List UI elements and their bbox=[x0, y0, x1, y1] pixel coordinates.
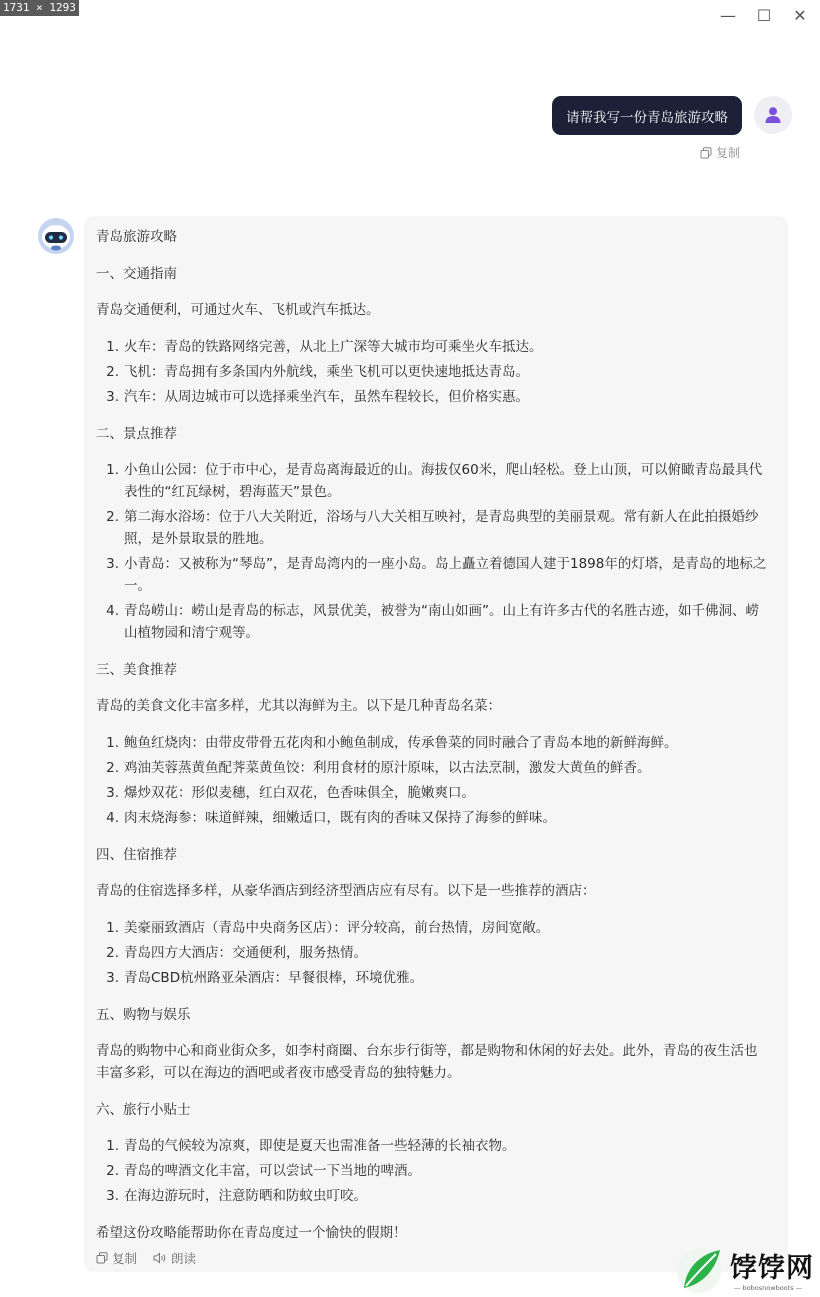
user-copy-label: 复制 bbox=[715, 146, 740, 160]
section-heading: 六、旅行小贴士 bbox=[96, 1102, 191, 1118]
list-item: 2. 青岛的啤酒文化丰富，可以尝试一下当地的啤酒。 bbox=[106, 1163, 421, 1179]
section-heading: 二、景点推荐 bbox=[96, 426, 177, 442]
section-heading: 一、交通指南 bbox=[96, 266, 177, 282]
user-message-text: 请帮我写一份青岛旅游攻略 bbox=[566, 109, 728, 126]
list-item: 3. 爆炒双花：形似麦穗，红白双花，色香味俱全，脆嫩爽口。 bbox=[106, 785, 475, 801]
robot-icon bbox=[37, 217, 75, 255]
list-item: 2. 第二海水浴场：位于八大关附近，浴场与八大关相互映衬，是青岛典型的美丽景观。常有新人在此拍摄婚纱照，是外景取景的胜地。 bbox=[106, 509, 759, 547]
section-heading: 四、住宿推荐 bbox=[96, 847, 177, 863]
list-item: 2. 青岛四方大酒店：交通便利，服务热情。 bbox=[106, 945, 367, 961]
copy-answer-label: 复制 bbox=[112, 1251, 138, 1266]
food-list bbox=[96, 732, 770, 829]
copy-answer-button[interactable] bbox=[96, 1249, 137, 1267]
copy-icon bbox=[700, 147, 712, 159]
list-item: 3. 小青岛：又被称为“琴岛”，是青岛湾内的一座小岛。岛上矗立着德国人建于1898年的灯塔，是青岛的地标之一。 bbox=[106, 556, 767, 594]
maximize-button[interactable]: ☐ bbox=[756, 5, 772, 25]
section-intro: 青岛的美食文化丰富多样，尤其以海鲜为主。以下是几种青岛名菜： bbox=[96, 698, 501, 714]
list-item: 4. 青岛崂山：崂山是青岛的标志，风景优美，被誉为“南山如画”。山上有许多古代的名胜古迹，如千佛洞、崂山植物园和清宁观等。 bbox=[106, 603, 759, 641]
list-item: 1. 小鱼山公园：位于市中心，是青岛离海最近的山。海拔仅60米，爬山轻松。登上山顶，可以俯瞰青岛最具代表性的“红瓦绿树，碧海蓝天”景色。 bbox=[106, 462, 763, 500]
list-item: 3. 汽车：从周边城市可以选择乘坐汽车，虽然车程较长，但价格实惠。 bbox=[106, 389, 529, 405]
user-icon bbox=[763, 105, 783, 125]
list-item: 1. 青岛的气候较为凉爽，即使是夏天也需准备一些轻薄的长袖衣物。 bbox=[106, 1138, 516, 1154]
closing-line: 希望这份攻略能帮助你在青岛度过一个愉快的假期！ bbox=[96, 1225, 407, 1241]
chat-area bbox=[0, 34, 820, 1297]
bot-avatar bbox=[37, 217, 75, 255]
minimize-button[interactable]: — bbox=[720, 5, 736, 25]
answer-title: 青岛旅游攻略 bbox=[96, 229, 177, 245]
close-button[interactable]: ✕ bbox=[793, 5, 807, 25]
copy-icon bbox=[96, 1252, 108, 1264]
read-aloud-button[interactable] bbox=[153, 1249, 196, 1267]
screen-size-tag: 1731 × 1293 bbox=[0, 0, 79, 16]
list-item: 1. 火车：青岛的铁路网络完善，从北上广深等大城市均可乘坐火车抵达。 bbox=[106, 339, 543, 355]
shopping-paragraph: 青岛的购物中心和商业街众多，如李村商圈、台东步行街等，都是购物和休闲的好去处。此外，青岛的夜生活也丰富多彩，可以在海边的酒吧或者夜市感受青岛的独特魅力。 bbox=[96, 1043, 758, 1081]
list-item: 2. 飞机：青岛拥有多条国内外航线，乘坐飞机可以更快速地抵达青岛。 bbox=[106, 364, 529, 380]
hotel-list bbox=[96, 917, 770, 989]
assistant-answer bbox=[84, 216, 788, 1272]
tips-list bbox=[96, 1135, 770, 1207]
section-heading: 五、购物与娱乐 bbox=[96, 1007, 191, 1023]
answer-actions bbox=[96, 1248, 770, 1268]
watermark-brand: 饽饽网 bbox=[730, 1253, 814, 1284]
watermark-url: — bobosnowboots — bbox=[734, 1284, 803, 1292]
transport-list bbox=[96, 336, 770, 408]
site-watermark bbox=[672, 1244, 818, 1296]
user-message-bubble bbox=[552, 96, 742, 135]
leaf-logo-icon bbox=[672, 1244, 728, 1296]
section-intro: 青岛交通便利，可通过火车、飞机或汽车抵达。 bbox=[96, 302, 380, 318]
list-item: 3. 在海边游玩时，注意防晒和防蚊虫叮咬。 bbox=[106, 1188, 367, 1204]
section-intro: 青岛的住宿选择多样，从豪华酒店到经济型酒店应有尽有。以下是一些推荐的酒店： bbox=[96, 883, 596, 899]
read-aloud-label: 朗读 bbox=[171, 1251, 197, 1266]
user-copy-button[interactable] bbox=[700, 144, 740, 161]
list-item: 2. 鸡油芙蓉蒸黄鱼配荠菜黄鱼饺：利用食材的原汁原味，以古法烹制，激发大黄鱼的鲜香。 bbox=[106, 760, 651, 776]
section-heading: 三、美食推荐 bbox=[96, 662, 177, 678]
list-item: 1. 鲍鱼红烧肉：由带皮带骨五花肉和小鲍鱼制成，传承鲁菜的同时融合了青岛本地的新鲜海鲜。 bbox=[106, 735, 678, 751]
list-item: 3. 青岛CBD杭州路亚朵酒店：早餐很棒，环境优雅。 bbox=[106, 970, 424, 986]
list-item: 1. 美豪丽致酒店（青岛中央商务区店）：评分较高，前台热情，房间宽敞。 bbox=[106, 920, 550, 936]
user-avatar bbox=[754, 96, 792, 134]
window-controls bbox=[710, 4, 818, 26]
speaker-icon bbox=[153, 1252, 167, 1264]
attractions-list bbox=[96, 459, 770, 644]
list-item: 4. 肉末烧海参：味道鲜辣，细嫩适口，既有肉的香味又保持了海参的鲜味。 bbox=[106, 810, 556, 826]
